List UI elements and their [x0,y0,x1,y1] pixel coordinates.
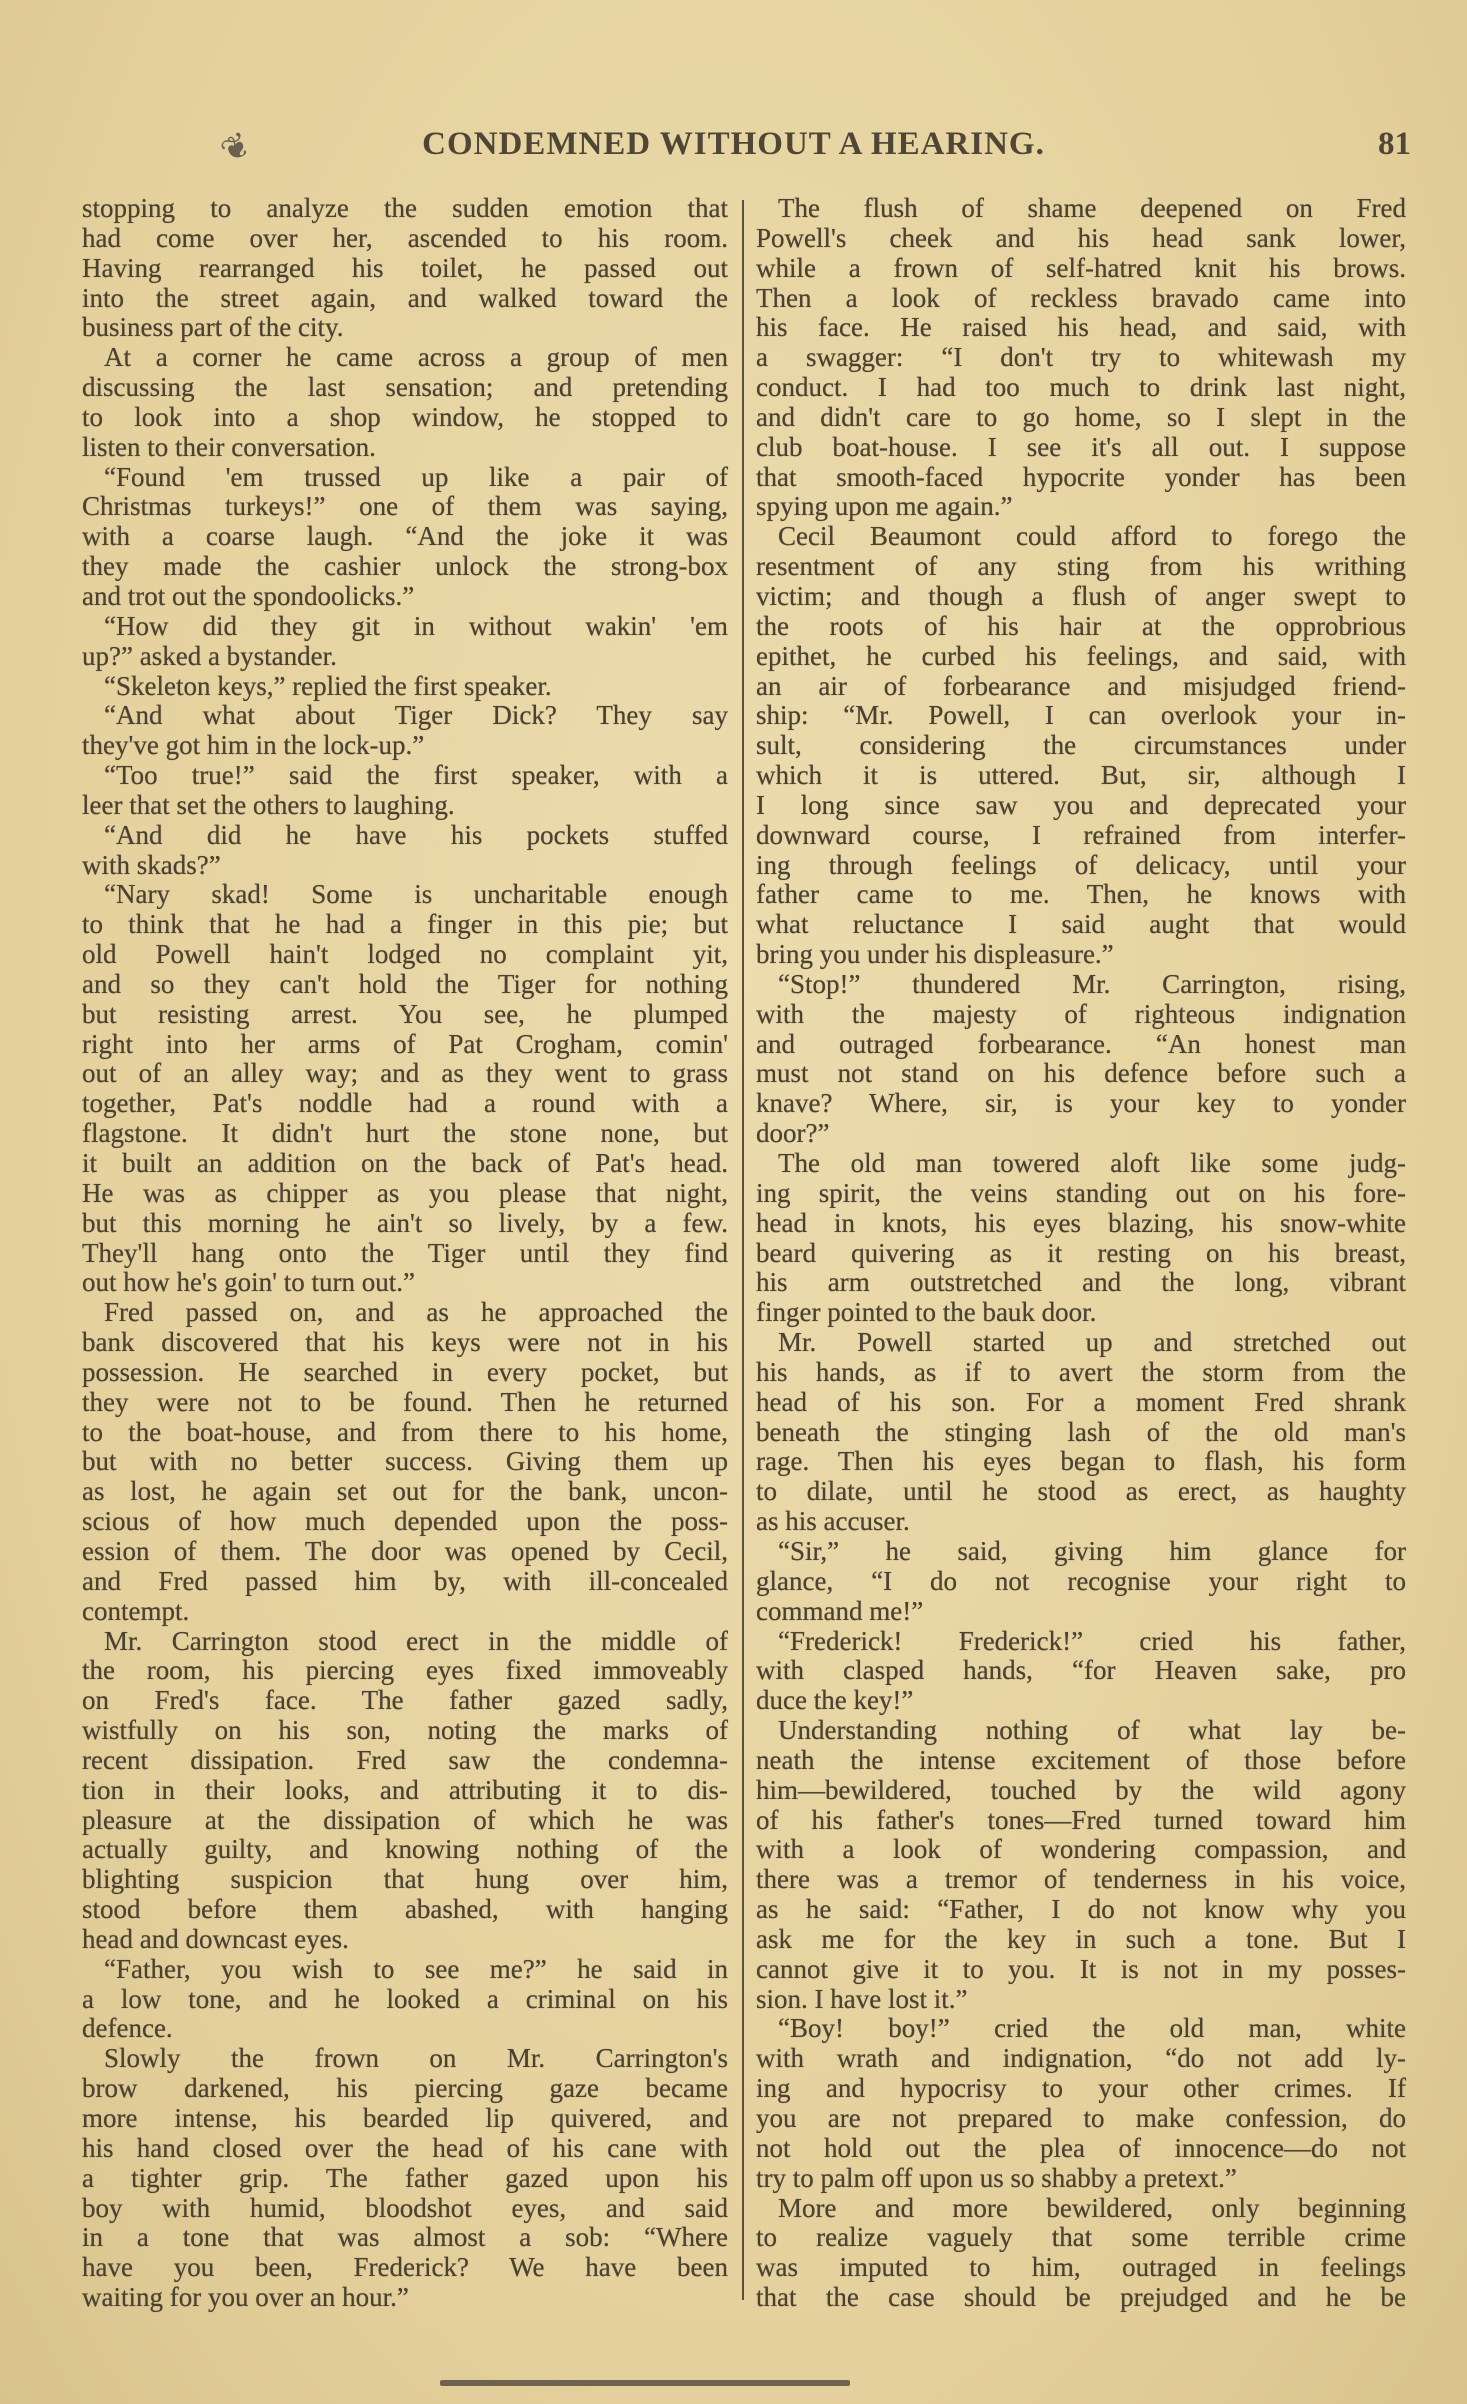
text-line: listen to their conversation. [82,431,376,462]
text-line: to think that he had a finger in this pie; but [82,909,728,940]
text-line: with wrath and indignation, “do not add ly- [756,2043,1406,2074]
paragraph [82,1298,728,1626]
paragraph [756,1328,1406,1537]
text-line: At a corner he came across a group of men [104,342,728,373]
right-column [756,194,1406,2313]
text-line: and trot out the spondoolicks.” [82,580,415,611]
text-line: Mr. Powell started up and stretched out [778,1327,1406,1358]
text-line: club boat-house. I see it's all out. I suppose [756,431,1406,462]
text-line: while a frown of self-hatred knit his brows. [756,252,1406,283]
text-line: “Skeleton keys,” replied the first speaker. [104,670,552,701]
text-line: discussing the last sensation; and pretending [82,372,728,403]
text-line: blighting suspicion that hung over him, [82,1864,728,1895]
text-line: Powell's cheek and his head sank lower, [756,222,1406,253]
text-line: but with no better success. Giving them up [82,1446,728,1477]
text-line: they made the cashier unlock the strong-box [82,551,728,582]
text-line: as lost, he again set out for the bank, uncon- [82,1476,728,1507]
paragraph [82,612,728,672]
text-line: a tighter grip. The father gazed upon his [82,2162,728,2193]
text-line: right into her arms of Pat Crogham, comin' [82,1028,728,1059]
text-line: sult, considering the circumstances under [756,730,1406,761]
text-line: “Nary skad! Some is uncharitable enough [104,879,728,910]
text-line: bring you under his displeasure.” [756,939,1114,970]
text-line: spying upon me again.” [756,491,1013,522]
text-line: tion in their looks, and attributing it to dis- [82,1774,728,1805]
text-line: to the boat-house, and from there to his home, [82,1416,728,1447]
text-line: head in knots, his eyes blazing, his snow-white [756,1207,1406,1238]
text-line: ship: “Mr. Powell, I can overlook your in- [756,700,1406,731]
text-line: “Frederick! Frederick!” cried his father, [778,1625,1406,1656]
text-line: the roots of his hair at the opprobrious [756,610,1406,641]
text-line: they've got him in the lock-up.” [82,730,425,761]
text-line: to dilate, until he stood as erect, as haughty [756,1476,1406,1507]
text-line: with clasped hands, “for Heaven sake, pro [756,1655,1406,1686]
text-line: into the street again, and walked toward the [82,282,728,313]
text-line: but resisting arrest. You see, he plumped [82,998,728,1029]
text-line: with a coarse laugh. “And the joke it was [82,521,728,552]
text-line: glance, “I do not recognise your right to [756,1565,1406,1596]
text-line: his hand closed over the head of his cane with [82,2132,728,2163]
text-line: victim; and though a flush of anger swept to [756,580,1406,611]
text-line: ing and hypocrisy to your other crimes. If [756,2073,1406,2104]
text-line: in a tone that was almost a sob: “Where [82,2222,728,2253]
text-line: finger pointed to the bauk door. [756,1297,1097,1328]
text-line: up?” asked a bystander. [82,640,337,671]
text-line: scious of how much depended upon the poss- [82,1506,728,1537]
text-line: there was a tremor of tenderness in his voice, [756,1864,1406,1895]
text-line: head and downcast eyes. [82,1923,349,1954]
paragraph [82,463,728,612]
text-line: downward course, I refrained from interfer- [756,819,1406,850]
text-line: flagstone. It didn't hurt the stone none, but [82,1118,728,1149]
text-line: the room, his piercing eyes fixed immoveably [82,1655,728,1686]
text-line: an air of forbearance and misjudged friend- [756,670,1406,701]
paragraph [82,1627,728,1955]
column-divider [742,200,744,2300]
text-line: business part of the city. [82,312,344,343]
text-line: what reluctance I said aught that would [756,909,1406,940]
text-line: his hands, as if to avert the storm from the [756,1356,1406,1387]
text-line: father came to me. Then, he knows with [756,879,1406,910]
text-line: ing through feelings of delicacy, until your [756,849,1406,880]
paragraph [82,672,728,702]
text-line: rage. Then his eyes began to flash, his form [756,1446,1406,1477]
text-line: and so they can't hold the Tiger for nothing [82,968,728,999]
text-line: resentment of any sting from his writhing [756,551,1406,582]
text-line: Understanding nothing of what lay be- [778,1715,1406,1746]
text-line: brow darkened, his piercing gaze became [82,2073,728,2104]
text-line: actually guilty, and knowing nothing of the [82,1834,728,1865]
page-number: 81 [1378,126,1411,162]
text-line: to realize vaguely that some terrible crime [756,2222,1406,2253]
text-line: Then a look of reckless bravado came into [756,282,1406,313]
text-line: which it is uttered. But, sir, although I [756,760,1406,791]
text-line: with a look of wondering compassion, and [756,1834,1406,1865]
text-line: Slowly the frown on Mr. Carrington's [104,2043,728,2074]
text-line: more intense, his bearded lip quivered, and [82,2103,728,2133]
paragraph [756,1627,1406,1717]
bottom-rule [440,2380,850,2386]
text-line: “And what about Tiger Dick? They say [104,700,728,731]
text-line: with the majesty of righteous indignation [756,998,1406,1029]
text-line: “And did he have his pockets stuffed [104,819,728,850]
text-line: have you been, Frederick? We have been [82,2252,728,2283]
text-line: out of an alley way; and as they went to grass [82,1058,728,1089]
paragraph [82,821,728,881]
text-line: epithet, he curbed his feelings, and said, with [756,640,1406,671]
text-line: leer that set the others to laughing. [82,789,455,820]
text-line: Fred passed on, and as he approached the [104,1297,728,1328]
text-line: to look into a shop window, he stopped to [82,401,728,432]
text-line: old Powell hain't lodged no complaint yit, [82,939,728,970]
text-line: sion. I have lost it.” [756,1983,968,2014]
text-line: that the case should be prejudged and he be [756,2282,1406,2313]
text-line: Christmas turkeys!” one of them was saying, [82,491,728,522]
text-line: head of his son. For a moment Fred shrank [756,1386,1406,1417]
text-line: had come over her, ascended to his room. [82,222,728,253]
text-line: but this morning he ain't so lively, by a few. [82,1207,728,1238]
text-line: ing spirit, the veins standing out on his fore- [756,1177,1406,1208]
text-line: and outraged forbearance. “An honest man [756,1028,1406,1059]
text-line: as his accuser. [756,1506,910,1537]
text-line: The old man towered aloft like some judg- [778,1148,1406,1178]
paragraph [756,194,1406,522]
text-line: Cecil Beaumont could afford to forego the [778,521,1406,552]
text-line: not hold out the plea of innocence—do not [756,2132,1406,2163]
paragraph [756,970,1406,1149]
text-line: cannot give it to you. It is not in my posses- [756,1953,1406,1984]
text-line: ession of them. The door was opened by Cecil, [82,1535,728,1566]
text-line: Mr. Carrington stood erect in the middle of [104,1625,728,1656]
text-line: beard quivering as it resting on his breast, [756,1237,1406,1268]
text-line: “Father, you wish to see me?” he said in [104,1953,728,1984]
text-line: his arm outstretched and the long, vibrant [756,1267,1406,1298]
left-column [82,194,728,2313]
running-title: CONDEMNED WITHOUT A HEARING. [422,126,1045,162]
text-line: Having rearranged his toilet, he passed out [82,252,728,283]
paragraph [82,880,728,1298]
text-line: must not stand on his defence before such a [756,1058,1406,1089]
text-line: He was as chipper as you please that night, [82,1177,728,1208]
text-line: you are not prepared to make confession, do [756,2103,1406,2133]
text-line: conduct. I had too much to drink last night, [756,372,1406,403]
paragraph [756,1149,1406,1328]
text-line: I long since saw you and deprecated your [756,789,1406,820]
text-line: with skads?” [82,849,221,880]
text-line: defence. [82,2013,173,2044]
paragraph [756,1537,1406,1627]
text-line: command me!” [756,1595,924,1626]
text-line: More and more bewildered, only beginning [778,2192,1406,2223]
paragraph [82,701,728,761]
text-line: bank discovered that his keys were not in his [82,1327,728,1358]
paragraph [82,343,728,462]
text-line: recent dissipation. Fred saw the condemna- [82,1744,728,1775]
text-line: “Too true!” said the first speaker, with a [104,760,728,791]
text-line: him—bewildered, touched by the wild agony [756,1774,1406,1805]
text-line: of his father's tones—Fred turned toward him [756,1804,1406,1835]
text-line: it built an addition on the back of Pat's head. [82,1148,728,1178]
text-line: that smooth-faced hypocrite yonder has been [756,461,1406,492]
text-line: as he said: “Father, I do not know why you [756,1894,1406,1925]
text-line: boy with humid, bloodshot eyes, and said [82,2192,728,2223]
printer-ornament-icon: ❦ [214,125,259,172]
paragraph [756,522,1406,970]
text-line: stood before them abashed, with hanging [82,1894,728,1925]
text-line: stopping to analyze the sudden emotion that [82,193,728,223]
text-line: on Fred's face. The father gazed sadly, [82,1685,728,1716]
text-line: pleasure at the dissipation of which he was [82,1804,728,1835]
text-line: The flush of shame deepened on Fred [778,193,1406,223]
text-line: “Found 'em trussed up like a pair of [104,461,728,492]
text-line: “Boy! boy!” cried the old man, white [778,2013,1406,2044]
paragraph [82,2044,728,2313]
text-line: a low tone, and he looked a criminal on his [82,1983,728,2014]
text-line: a swagger: “I don't try to whitewash my [756,342,1406,373]
text-line: knave? Where, sir, is your key to yonder [756,1088,1406,1119]
paragraph [82,194,728,343]
paragraph [756,1716,1406,2014]
text-line: “Sir,” he said, giving him glance for [778,1535,1406,1566]
paragraph [82,1955,728,2045]
text-line: together, Pat's noddle had a round with a [82,1088,728,1119]
text-line: out how he's goin' to turn out.” [82,1267,415,1298]
text-line: beneath the stinging lash of the old man's [756,1416,1406,1447]
text-line: contempt. [82,1595,190,1626]
text-line: his face. He raised his head, and said, with [756,312,1406,343]
text-line: they were not to be found. Then he returned [82,1386,728,1417]
paragraph [82,761,728,821]
text-line: “Stop!” thundered Mr. Carrington, rising, [778,968,1406,999]
text-line: wistfully on his son, noting the marks of [82,1715,728,1746]
text-line: duce the key!” [756,1685,914,1716]
text-line: and Fred passed him by, with ill-concealed [82,1565,728,1596]
paragraph [756,2194,1406,2313]
text-line: was imputed to him, outraged in feelings [756,2252,1406,2283]
text-line: neath the intense excitement of those before [756,1744,1406,1775]
text-line: ask me for the key in such a tone. But I [756,1923,1406,1954]
text-line: door?” [756,1118,830,1149]
text-line: “How did they git in without wakin' 'em [104,610,728,641]
paragraph [756,2014,1406,2193]
text-line: possession. He searched in every pocket, but [82,1356,728,1387]
text-line: and didn't care to go home, so I slept in the [756,401,1406,432]
text-line: try to palm off upon us so shabby a pretext.” [756,2162,1237,2193]
text-line: waiting for you over an hour.” [82,2282,409,2313]
text-line: They'll hang onto the Tiger until they find [82,1237,728,1268]
